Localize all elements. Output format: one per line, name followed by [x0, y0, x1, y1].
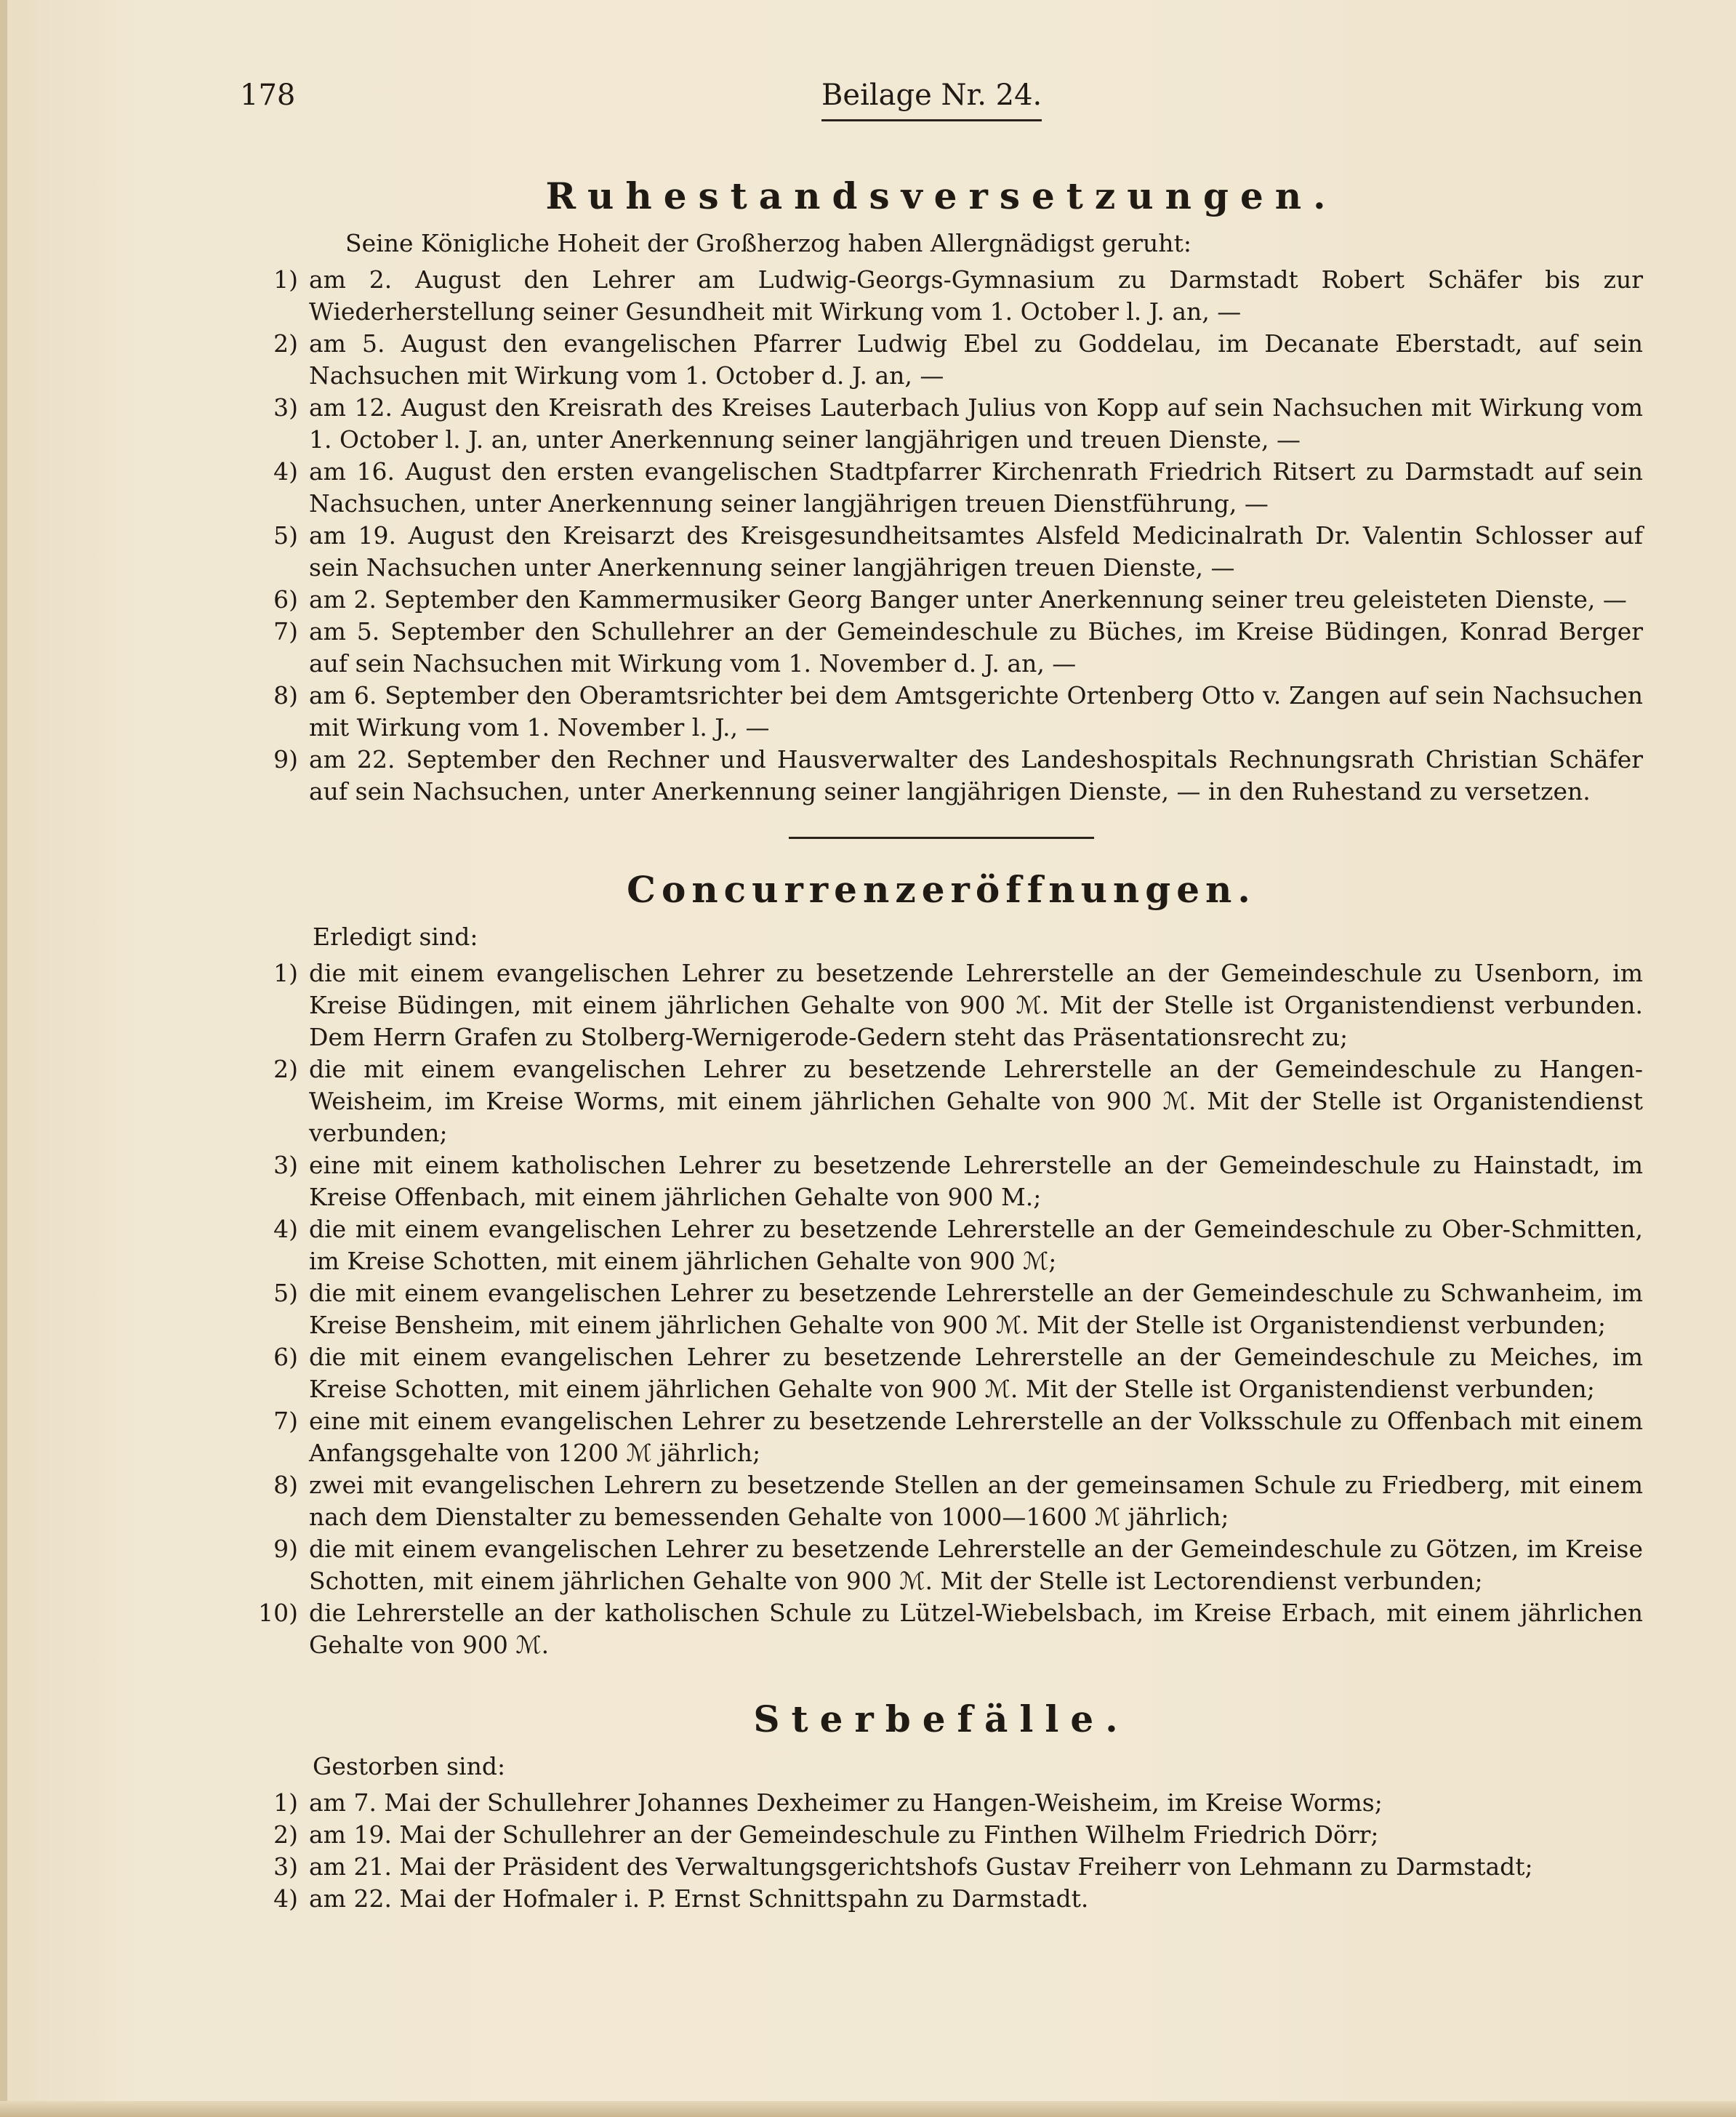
- list-item: [240, 1213, 1643, 1277]
- list-item: [240, 520, 1643, 584]
- item-number: 2): [273, 1820, 298, 1849]
- item-number: 2): [273, 329, 298, 358]
- item-text: am 22. Mai der Hofmaler i. P. Ernst Schnittspahn zu Darmstadt.: [309, 1884, 1089, 1913]
- item-text: am 21. Mai der Präsident des Verwaltungsgerichtshofs Gustav Freiherr von Lehmann zu Darmstadt;: [309, 1852, 1533, 1881]
- page-content: [240, 174, 1643, 1915]
- entry-list: [240, 957, 1643, 1661]
- item-number: 9): [273, 745, 298, 774]
- list-item: [240, 1883, 1643, 1915]
- item-number: 5): [273, 521, 298, 550]
- list-item: [240, 1469, 1643, 1533]
- item-text: am 19. August den Kreisarzt des Kreisgesundheitsamtes Alsfeld Medicinalrath Dr. Valentin Schlosser auf sein Nachsuchen unter Anerkennung seiner langjährigen treuen Dienste, —: [309, 521, 1643, 582]
- item-text: die mit einem evangelischen Lehrer zu besetzende Lehrerstelle an der Gemeindeschule zu Schwanheim, im Kreise Bensheim, mit einem jährlichen Gehalte von 900 ℳ. Mit der Stelle ist Organistendienst verbunden;: [309, 1279, 1643, 1339]
- list-item: [240, 744, 1643, 808]
- item-text: am 12. August den Kreisrath des Kreises Lauterbach Julius von Kopp auf sein Nachsuchen mit Wirkung vom 1. October l. J. an, unter Anerkennung seiner langjährigen und treuen Dienste, —: [309, 393, 1643, 454]
- item-text: eine mit einem katholischen Lehrer zu besetzende Lehrerstelle an der Gemeindeschule zu Hainstadt, im Kreise Offenbach, mit einem jährlichen Gehalte von 900 M.;: [309, 1151, 1643, 1211]
- item-text: am 2. August den Lehrer am Ludwig-Georgs-Gymnasium zu Darmstadt Robert Schäfer bis zur Wiederherstellung seiner Gesundheit mit Wirkung vom 1. October l. J. an, —: [309, 265, 1643, 326]
- section-title: Concurrenzeröffnungen.: [627, 868, 1256, 911]
- page-header: [240, 79, 1643, 129]
- item-number: 5): [273, 1279, 298, 1307]
- item-text: die mit einem evangelischen Lehrer zu besetzende Lehrerstelle an der Gemeindeschule zu Meiches, im Kreise Schotten, mit einem jährlichen Gehalte von 900 ℳ. Mit der Stelle ist Organistendienst verbunden;: [309, 1343, 1643, 1403]
- item-text: am 16. August den ersten evangelischen Stadtpfarrer Kirchenrath Friedrich Ritsert zu Darmstadt auf sein Nachsuchen, unter Anerkennung seiner langjährigen treuen Dienstführung, —: [309, 457, 1643, 518]
- item-number: 9): [273, 1535, 298, 1563]
- section-intro: Erledigt sind:: [313, 923, 478, 951]
- section-intro: Gestorben sind:: [313, 1752, 506, 1780]
- item-text: die mit einem evangelischen Lehrer zu besetzende Lehrerstelle an der Gemeindeschule zu Usenborn, im Kreise Büdingen, mit einem jährlichen Gehalte von 900 ℳ. Mit der Stelle ist Organistendienst verbunden. Dem Herrn Grafen zu Stolberg-Wernigerode-Gedern steht das Präsentationsrecht zu;: [309, 959, 1643, 1051]
- item-text: am 7. Mai der Schullehrer Johannes Dexheimer zu Hangen-Weisheim, im Kreise Worms;: [309, 1788, 1383, 1817]
- item-text: die Lehrerstelle an der katholischen Schule zu Lützel-Wiebelsbach, im Kreise Erbach, mit einem jährlichen Gehalte von 900 ℳ.: [309, 1599, 1643, 1659]
- item-number: 1): [273, 1788, 298, 1817]
- list-item: [240, 1533, 1643, 1597]
- page-number: 178: [240, 79, 296, 112]
- section-intro: Seine Königliche Hoheit der Großherzog haben Allergnädigst geruht:: [345, 229, 1192, 257]
- section-spacer: [240, 1661, 1643, 1698]
- item-number: 3): [273, 1151, 298, 1179]
- item-text: zwei mit evangelischen Lehrern zu besetzende Stellen an der gemeinsamen Schule zu Friedberg, mit einem nach dem Dienstalter zu bemessenden Gehalte von 1000—1600 ℳ jährlich;: [309, 1471, 1643, 1531]
- item-number: 4): [273, 1215, 298, 1243]
- section-retirements: [240, 174, 1643, 808]
- list-item: [240, 1597, 1643, 1661]
- item-number: 1): [273, 265, 298, 294]
- list-item: [240, 1851, 1643, 1883]
- item-number: 4): [273, 1884, 298, 1913]
- list-item: [240, 584, 1643, 616]
- section-deaths: [240, 1698, 1643, 1915]
- item-text: am 22. September den Rechner und Hausverwalter des Landeshospitals Rechnungsrath Christian Schäfer auf sein Nachsuchen, unter Anerkennung seiner langjährigen Dienste, — in den Ruhestand zu versetzen.: [309, 745, 1643, 806]
- item-text: am 6. September den Oberamtsrichter bei dem Amtsgerichte Ortenberg Otto v. Zangen auf sein Nachsuchen mit Wirkung vom 1. November l. J., —: [309, 681, 1643, 742]
- item-text: die mit einem evangelischen Lehrer zu besetzende Lehrerstelle an der Gemeindeschule zu Götzen, im Kreise Schotten, mit einem jährlichen Gehalte von 900 ℳ. Mit der Stelle ist Lectorendienst verbunden;: [309, 1535, 1643, 1595]
- entry-list: [240, 1787, 1643, 1915]
- list-item: [240, 1149, 1643, 1213]
- item-number: 4): [273, 457, 298, 486]
- item-number: 10): [258, 1599, 298, 1627]
- list-item: [240, 392, 1643, 456]
- item-text: am 5. August den evangelischen Pfarrer Ludwig Ebel zu Goddelau, im Decanate Eberstadt, auf sein Nachsuchen mit Wirkung vom 1. October d. J. an, —: [309, 329, 1643, 390]
- list-item: [240, 1787, 1643, 1819]
- page-edge-bottom: [0, 2101, 1736, 2117]
- item-number: 6): [273, 1343, 298, 1371]
- item-text: am 2. September den Kammermusiker Georg Banger unter Anerkennung seiner treu geleisteten Dienste, —: [309, 585, 1627, 614]
- list-item: [240, 1277, 1643, 1341]
- item-number: 8): [273, 1471, 298, 1499]
- list-item: [240, 264, 1643, 328]
- entry-list: [240, 264, 1643, 808]
- item-text: die mit einem evangelischen Lehrer zu besetzende Lehrerstelle an der Gemeindeschule zu Hangen-Weisheim, im Kreise Worms, mit einem jährlichen Gehalte von 900 ℳ. Mit der Stelle ist Organistendienst verbunden;: [309, 1055, 1643, 1147]
- list-item: [240, 680, 1643, 744]
- list-item: [240, 1053, 1643, 1149]
- item-number: 6): [273, 585, 298, 614]
- section-divider: [789, 837, 1094, 839]
- item-text: die mit einem evangelischen Lehrer zu besetzende Lehrerstelle an der Gemeindeschule zu Ober-Schmitten, im Kreise Schotten, mit einem jährlichen Gehalte von 900 ℳ;: [309, 1215, 1643, 1275]
- item-number: 8): [273, 681, 298, 710]
- section-vacancies: [240, 868, 1643, 1661]
- list-item: [240, 616, 1643, 680]
- item-number: 7): [273, 1407, 298, 1435]
- list-item: [240, 1341, 1643, 1405]
- item-text: am 19. Mai der Schullehrer an der Gemeindeschule zu Finthen Wilhelm Friedrich Dörr;: [309, 1820, 1379, 1849]
- section-title: Ruhestandsversetzungen.: [545, 174, 1338, 217]
- item-number: 7): [273, 617, 298, 646]
- item-number: 2): [273, 1055, 298, 1083]
- item-number: 1): [273, 959, 298, 987]
- item-number: 3): [273, 393, 298, 422]
- list-item: [240, 456, 1643, 520]
- item-text: eine mit einem evangelischen Lehrer zu besetzende Lehrerstelle an der Volksschule zu Offenbach mit einem Anfangsgehalte von 1200 ℳ jährlich;: [309, 1407, 1643, 1467]
- list-item: [240, 1819, 1643, 1851]
- page-edge-left: [0, 0, 7, 2117]
- running-title: Beilage Nr. 24.: [821, 79, 1042, 121]
- section-title: Sterbefälle.: [753, 1698, 1130, 1740]
- item-number: 3): [273, 1852, 298, 1881]
- list-item: [240, 957, 1643, 1053]
- list-item: [240, 328, 1643, 392]
- item-text: am 5. September den Schullehrer an der Gemeindeschule zu Büches, im Kreise Büdingen, Konrad Berger auf sein Nachsuchen mit Wirkung vom 1. November d. J. an, —: [309, 617, 1643, 678]
- list-item: [240, 1405, 1643, 1469]
